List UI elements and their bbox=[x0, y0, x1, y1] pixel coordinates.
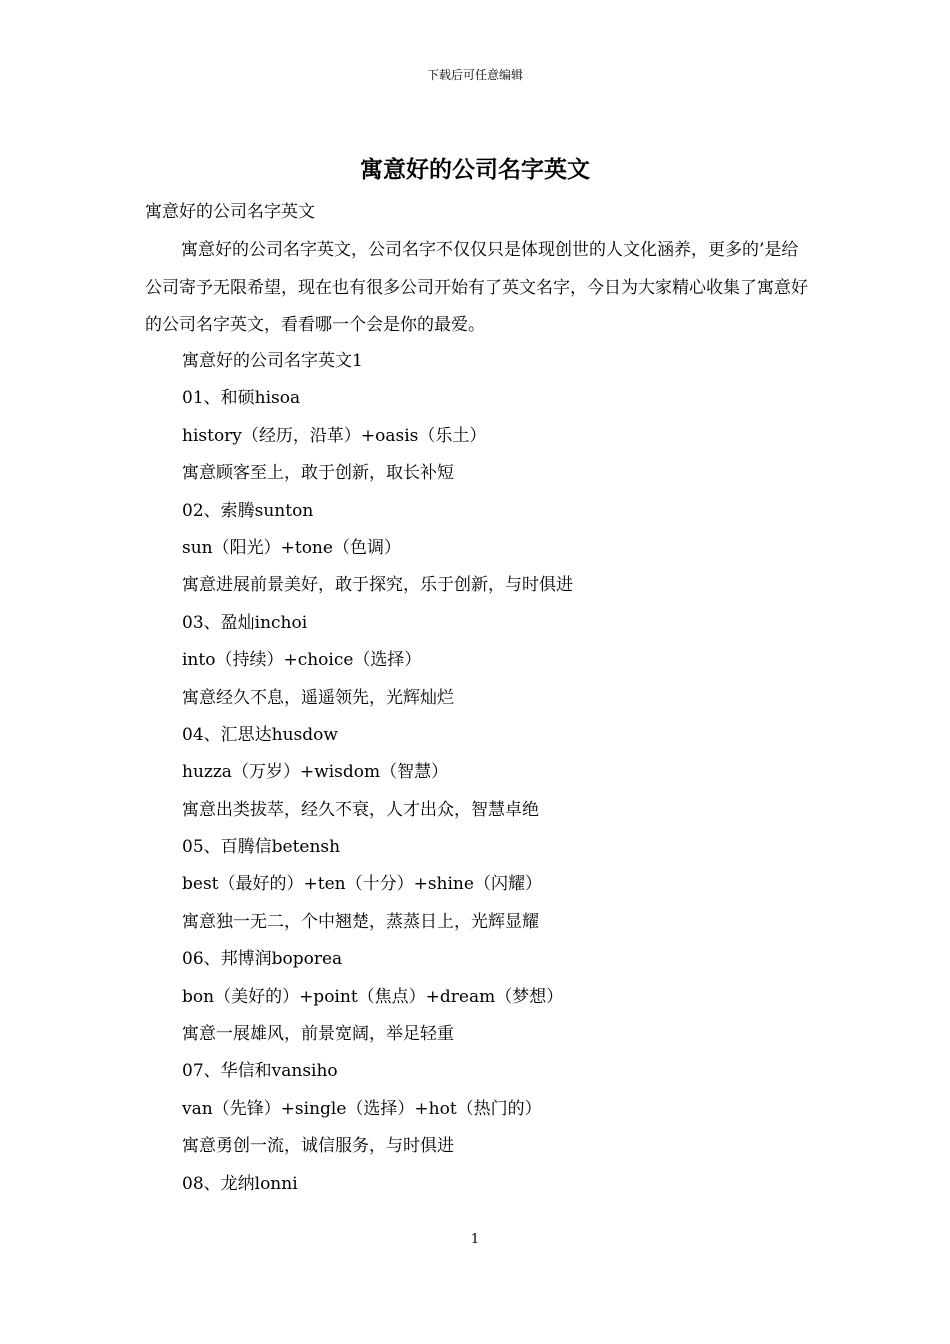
header-note: 下载后可任意编辑 bbox=[426, 68, 523, 82]
document-title: 寓意好的公司名字英文 bbox=[360, 156, 590, 183]
content-line: 05、百腾信betensh bbox=[182, 837, 341, 858]
content-line: 06、邦博润boporea bbox=[182, 949, 343, 970]
content-line: sun（阳光）+tone（色调） bbox=[182, 537, 401, 558]
content-line: 寓意好的公司名字英文1 bbox=[182, 351, 363, 371]
content-line: 08、龙纳lonni bbox=[182, 1173, 298, 1194]
page-number: 1 bbox=[470, 1232, 480, 1247]
content-line: 寓意一展雄风，前景宽阔，举足轻重 bbox=[182, 1024, 454, 1045]
content-line: 07、华信和vansiho bbox=[182, 1061, 338, 1082]
content-line: bon（美好的）+point（焦点）+dream（梦想） bbox=[182, 986, 564, 1007]
content-line: 寓意独一无二，个中翘楚，蒸蒸日上，光辉显耀 bbox=[182, 911, 539, 932]
content-line: into（持续）+choice（选择） bbox=[182, 650, 422, 671]
document-subtitle: 寓意好的公司名字英文 bbox=[145, 202, 315, 222]
content-line: 寓意经久不息，遥遥领先，光辉灿烂 bbox=[182, 687, 454, 708]
content-line: 03、盈灿inchoi bbox=[182, 612, 308, 633]
content-line: 寓意勇创一流，诚信服务，与时俱进 bbox=[182, 1136, 454, 1157]
content-line: 寓意顾客至上，敢于创新，取长补短 bbox=[182, 463, 454, 484]
content-line: huzza（万岁）+wisdom（智慧） bbox=[182, 762, 449, 783]
content-lines bbox=[182, 343, 822, 1203]
intro-paragraph: 寓意好的公司名字英文，公司名字不仅仅只是体现创世的人文化涵养，更多的’是给公司寄予无限希望，现在也有很多公司开始有了英文名字，今日为大家精心收集了寓意好的公司名字英文，看看哪一个会是你的最爱。 bbox=[145, 240, 808, 335]
content-line: van（先锋）+single（选择）+hot（热门的） bbox=[182, 1098, 542, 1119]
content-line: 01、和硕hisoa bbox=[182, 388, 301, 409]
content-line: best（最好的）+ten（十分）+shine（闪耀） bbox=[182, 874, 542, 895]
content-line: 04、汇思达husdow bbox=[182, 724, 338, 745]
content-line: 02、索腾sunton bbox=[182, 500, 314, 521]
content-line: history（经历，沿革）+oasis（乐土） bbox=[182, 425, 487, 446]
content-line: 寓意出类拔萃，经久不衰，人才出众，智慧卓绝 bbox=[182, 799, 539, 820]
content-line: 寓意进展前景美好，敢于探究，乐于创新，与时俱进 bbox=[182, 575, 573, 596]
